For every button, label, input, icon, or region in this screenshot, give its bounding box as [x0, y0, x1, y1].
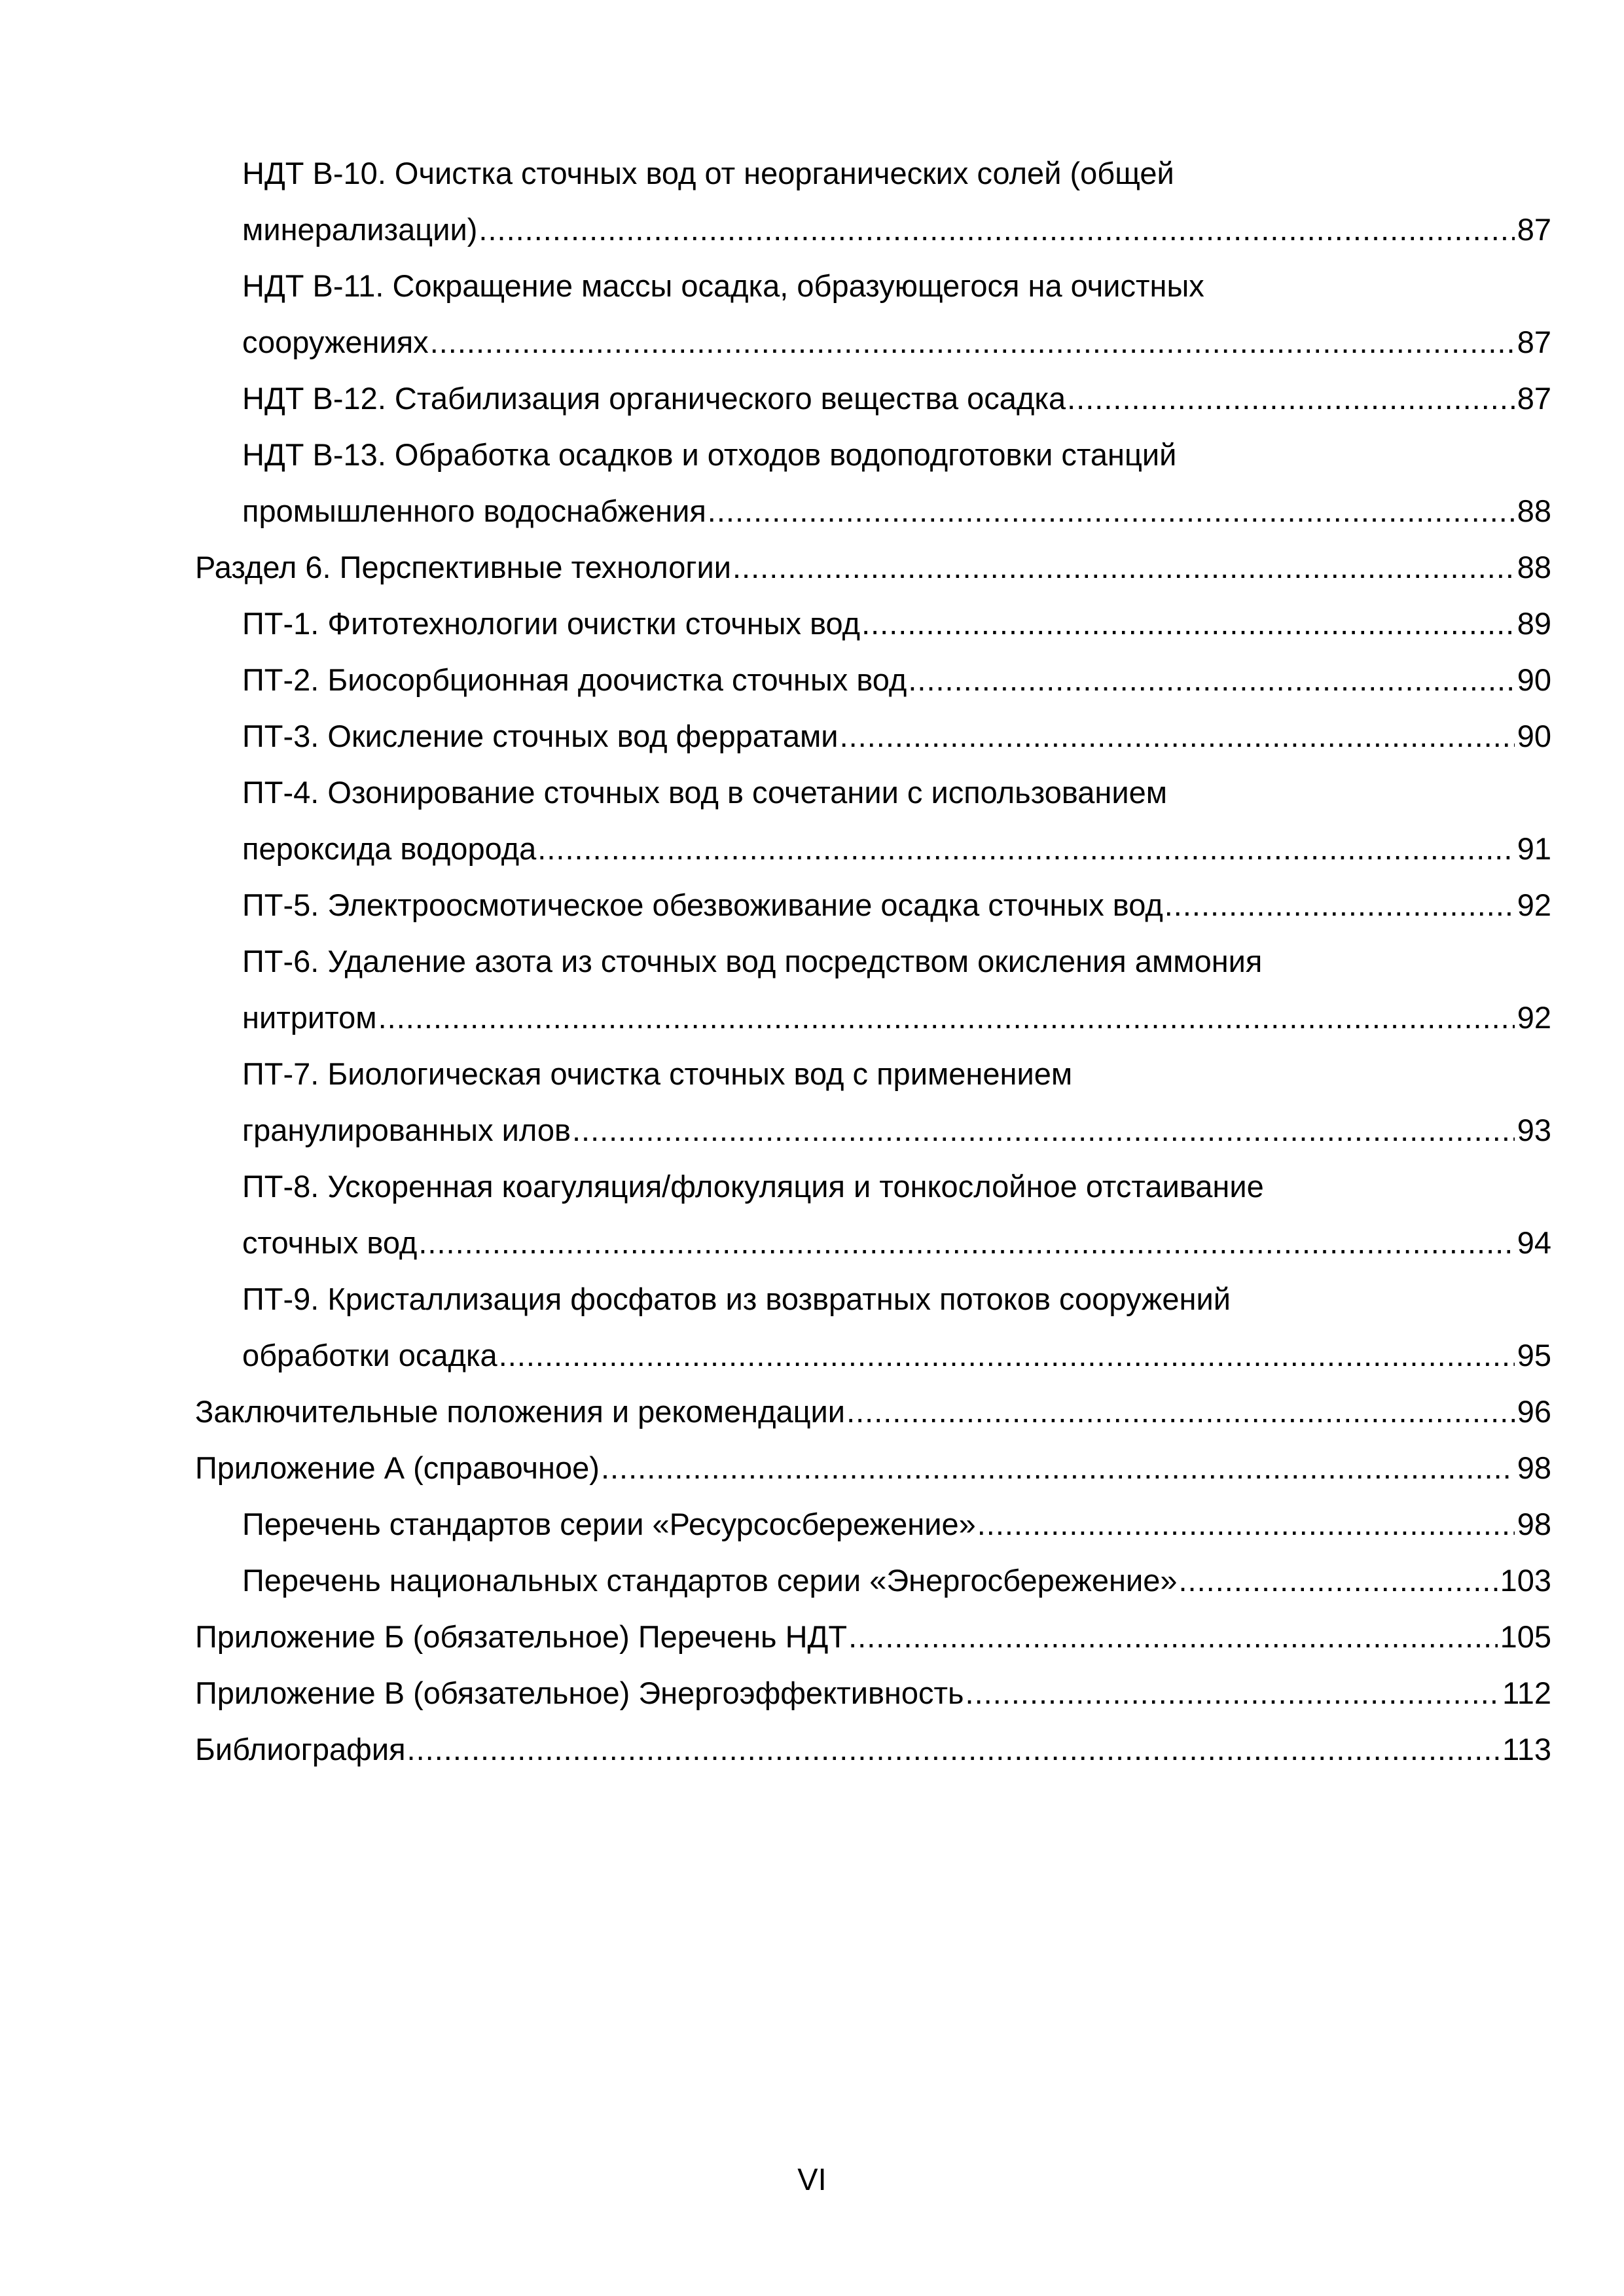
toc-entry-title: сточных вод [242, 1225, 418, 1260]
toc-entry-page-number: 87 [1517, 325, 1551, 359]
toc-entry-page-number: 93 [1517, 1113, 1551, 1147]
toc-entry[interactable] [195, 1384, 1551, 1440]
dot-leader [732, 539, 1515, 596]
toc-entry-line [242, 1552, 1551, 1609]
toc-entry-title: Приложение В (обязательное) Энергоэффективность [195, 1676, 964, 1710]
toc-entry-title: сооружениях [242, 325, 429, 359]
toc-entry-title: Раздел 6. Перспективные технологии [195, 550, 731, 584]
toc-entry-title-line: ПТ-9. Кристаллизация фосфатов из возвратных потоков сооружений [242, 1282, 1231, 1316]
page-number: VI [797, 2162, 827, 2197]
toc-entry-title: Перечень национальных стандартов серии «Энергосбережение» [242, 1563, 1178, 1598]
toc-entry-line [242, 990, 1551, 1046]
toc-entry-title-line: ПТ-4. Озонирование сточных вод в сочетании с использованием [242, 775, 1168, 810]
toc-entry-line [242, 1102, 1551, 1158]
toc-entry-title-line: ПТ-8. Ускоренная коагуляция/флокуляция и тонкослойное отстаивание [242, 1169, 1264, 1204]
toc-entry-line [242, 1327, 1551, 1384]
toc-entry-title-line: НДТ В-13. Обработка осадков и отходов водоподготовки станций [242, 437, 1177, 472]
toc-entry-title-line: ПТ-7. Биологическая очистка сточных вод с применением [242, 1056, 1073, 1091]
table-of-contents [195, 145, 1551, 1778]
toc-entry-page-number: 96 [1517, 1394, 1551, 1429]
toc-entry-line [242, 483, 1551, 539]
toc-entry-line [242, 314, 1551, 370]
toc-entry[interactable] [195, 1046, 1551, 1158]
toc-entry-title-line: ПТ-6. Удаление азота из сточных вод посредством окисления аммония [242, 944, 1263, 978]
toc-entry-title: ПТ-5. Электроосмотическое обезвоживание осадка сточных вод [242, 888, 1163, 922]
toc-entry[interactable] [195, 1609, 1551, 1665]
dot-leader [418, 1215, 1514, 1271]
toc-entry-line [195, 1721, 1551, 1778]
toc-entry-line [195, 539, 1551, 596]
dot-leader [478, 202, 1514, 258]
toc-entry[interactable] [195, 1721, 1551, 1778]
toc-entry-page-number: 88 [1517, 493, 1551, 528]
toc-entry-line [195, 1609, 1551, 1665]
toc-entry[interactable] [195, 1158, 1551, 1271]
dot-leader [1179, 1552, 1498, 1609]
toc-entry-page-number: 90 [1517, 719, 1551, 753]
toc-entry-page-number: 112 [1502, 1676, 1551, 1710]
toc-entry-title: минерализации) [242, 212, 478, 247]
toc-entry-page-number: 103 [1500, 1563, 1551, 1598]
toc-entry-title: Библиография [195, 1732, 406, 1767]
toc-entry-line [242, 596, 1551, 652]
toc-entry-page-number: 113 [1502, 1732, 1551, 1767]
toc-entry[interactable] [195, 145, 1551, 258]
dot-leader [848, 1609, 1497, 1665]
toc-entry-title-line: НДТ В-10. Очистка сточных вод от неорганических солей (общей [242, 156, 1174, 190]
dot-leader [572, 1102, 1515, 1158]
toc-entry-title: нитритом [242, 1000, 377, 1035]
toc-entry-page-number: 90 [1517, 662, 1551, 697]
toc-entry-line [242, 821, 1551, 877]
toc-entry-page-number: 98 [1517, 1507, 1551, 1541]
toc-entry-page-number: 105 [1500, 1619, 1551, 1654]
toc-entry-page-number: 87 [1517, 212, 1551, 247]
toc-entry-title: Заключительные положения и рекомендации [195, 1394, 846, 1429]
dot-leader [908, 652, 1514, 708]
toc-entry[interactable] [195, 596, 1551, 652]
toc-entry[interactable] [195, 1440, 1551, 1496]
toc-entry-line [242, 370, 1551, 427]
toc-entry-page-number: 92 [1517, 888, 1551, 922]
toc-entry-page-number: 92 [1517, 1000, 1551, 1035]
toc-entry-page-number: 94 [1517, 1225, 1551, 1260]
toc-entry-line [195, 1384, 1551, 1440]
toc-entry[interactable] [195, 539, 1551, 596]
dot-leader [861, 596, 1515, 652]
toc-entry-page-number: 95 [1517, 1338, 1551, 1372]
toc-entry-title-line: НДТ В-11. Сокращение массы осадка, образующегося на очистных [242, 268, 1204, 303]
toc-entry[interactable] [195, 370, 1551, 427]
toc-entry-page-number: 87 [1517, 381, 1551, 416]
toc-entry-title: НДТ В-12. Стабилизация органического вещества осадка [242, 381, 1066, 416]
toc-entry[interactable] [195, 427, 1551, 539]
toc-entry-title: промышленного водоснабжения [242, 493, 706, 528]
dot-leader [965, 1665, 1500, 1721]
toc-entry[interactable] [195, 258, 1551, 370]
toc-entry-line [242, 1215, 1551, 1271]
dot-leader [430, 314, 1515, 370]
toc-entry-line [195, 1440, 1551, 1496]
toc-entry-page-number: 91 [1517, 831, 1551, 866]
toc-entry-title: ПТ-1. Фитотехнологии очистки сточных вод [242, 606, 861, 641]
toc-entry[interactable] [195, 764, 1551, 877]
toc-entry-line [195, 1665, 1551, 1721]
toc-entry[interactable] [195, 1496, 1551, 1552]
toc-entry-title: Приложение А (справочное) [195, 1450, 600, 1485]
toc-entry[interactable] [195, 877, 1551, 933]
toc-entry[interactable] [195, 708, 1551, 764]
toc-entry-line [242, 708, 1551, 764]
toc-entry[interactable] [195, 1552, 1551, 1609]
toc-entry-line [242, 1496, 1551, 1552]
toc-entry-title: обработки осадка [242, 1338, 497, 1372]
dot-leader [601, 1440, 1515, 1496]
dot-leader [977, 1496, 1515, 1552]
toc-entry-title: Приложение Б (обязательное) Перечень НДТ [195, 1619, 848, 1654]
toc-entry-title: Перечень стандартов серии «Ресурсосбережение» [242, 1507, 976, 1541]
toc-entry-title: гранулированных илов [242, 1113, 571, 1147]
dot-leader [840, 708, 1515, 764]
dot-leader [1067, 370, 1515, 427]
toc-entry-line [242, 202, 1551, 258]
toc-entry[interactable] [195, 652, 1551, 708]
toc-entry-line [242, 652, 1551, 708]
dot-leader [846, 1384, 1515, 1440]
toc-entry[interactable] [195, 1665, 1551, 1721]
dot-leader [407, 1721, 1500, 1778]
dot-leader [537, 821, 1514, 877]
toc-entry[interactable] [195, 1271, 1551, 1384]
toc-entry-page-number: 88 [1517, 550, 1551, 584]
dot-leader [499, 1327, 1515, 1384]
toc-entry-line [242, 877, 1551, 933]
dot-leader [1164, 877, 1515, 933]
toc-entry-page-number: 89 [1517, 606, 1551, 641]
toc-entry[interactable] [195, 933, 1551, 1046]
toc-entry-title: ПТ-2. Биосорбционная доочистка сточных вод [242, 662, 907, 697]
toc-entry-title: ПТ-3. Окисление сточных вод ферратами [242, 719, 839, 753]
dot-leader [708, 483, 1515, 539]
dot-leader [378, 990, 1515, 1046]
toc-entry-title: пероксида водорода [242, 831, 537, 866]
toc-entry-page-number: 98 [1517, 1450, 1551, 1485]
